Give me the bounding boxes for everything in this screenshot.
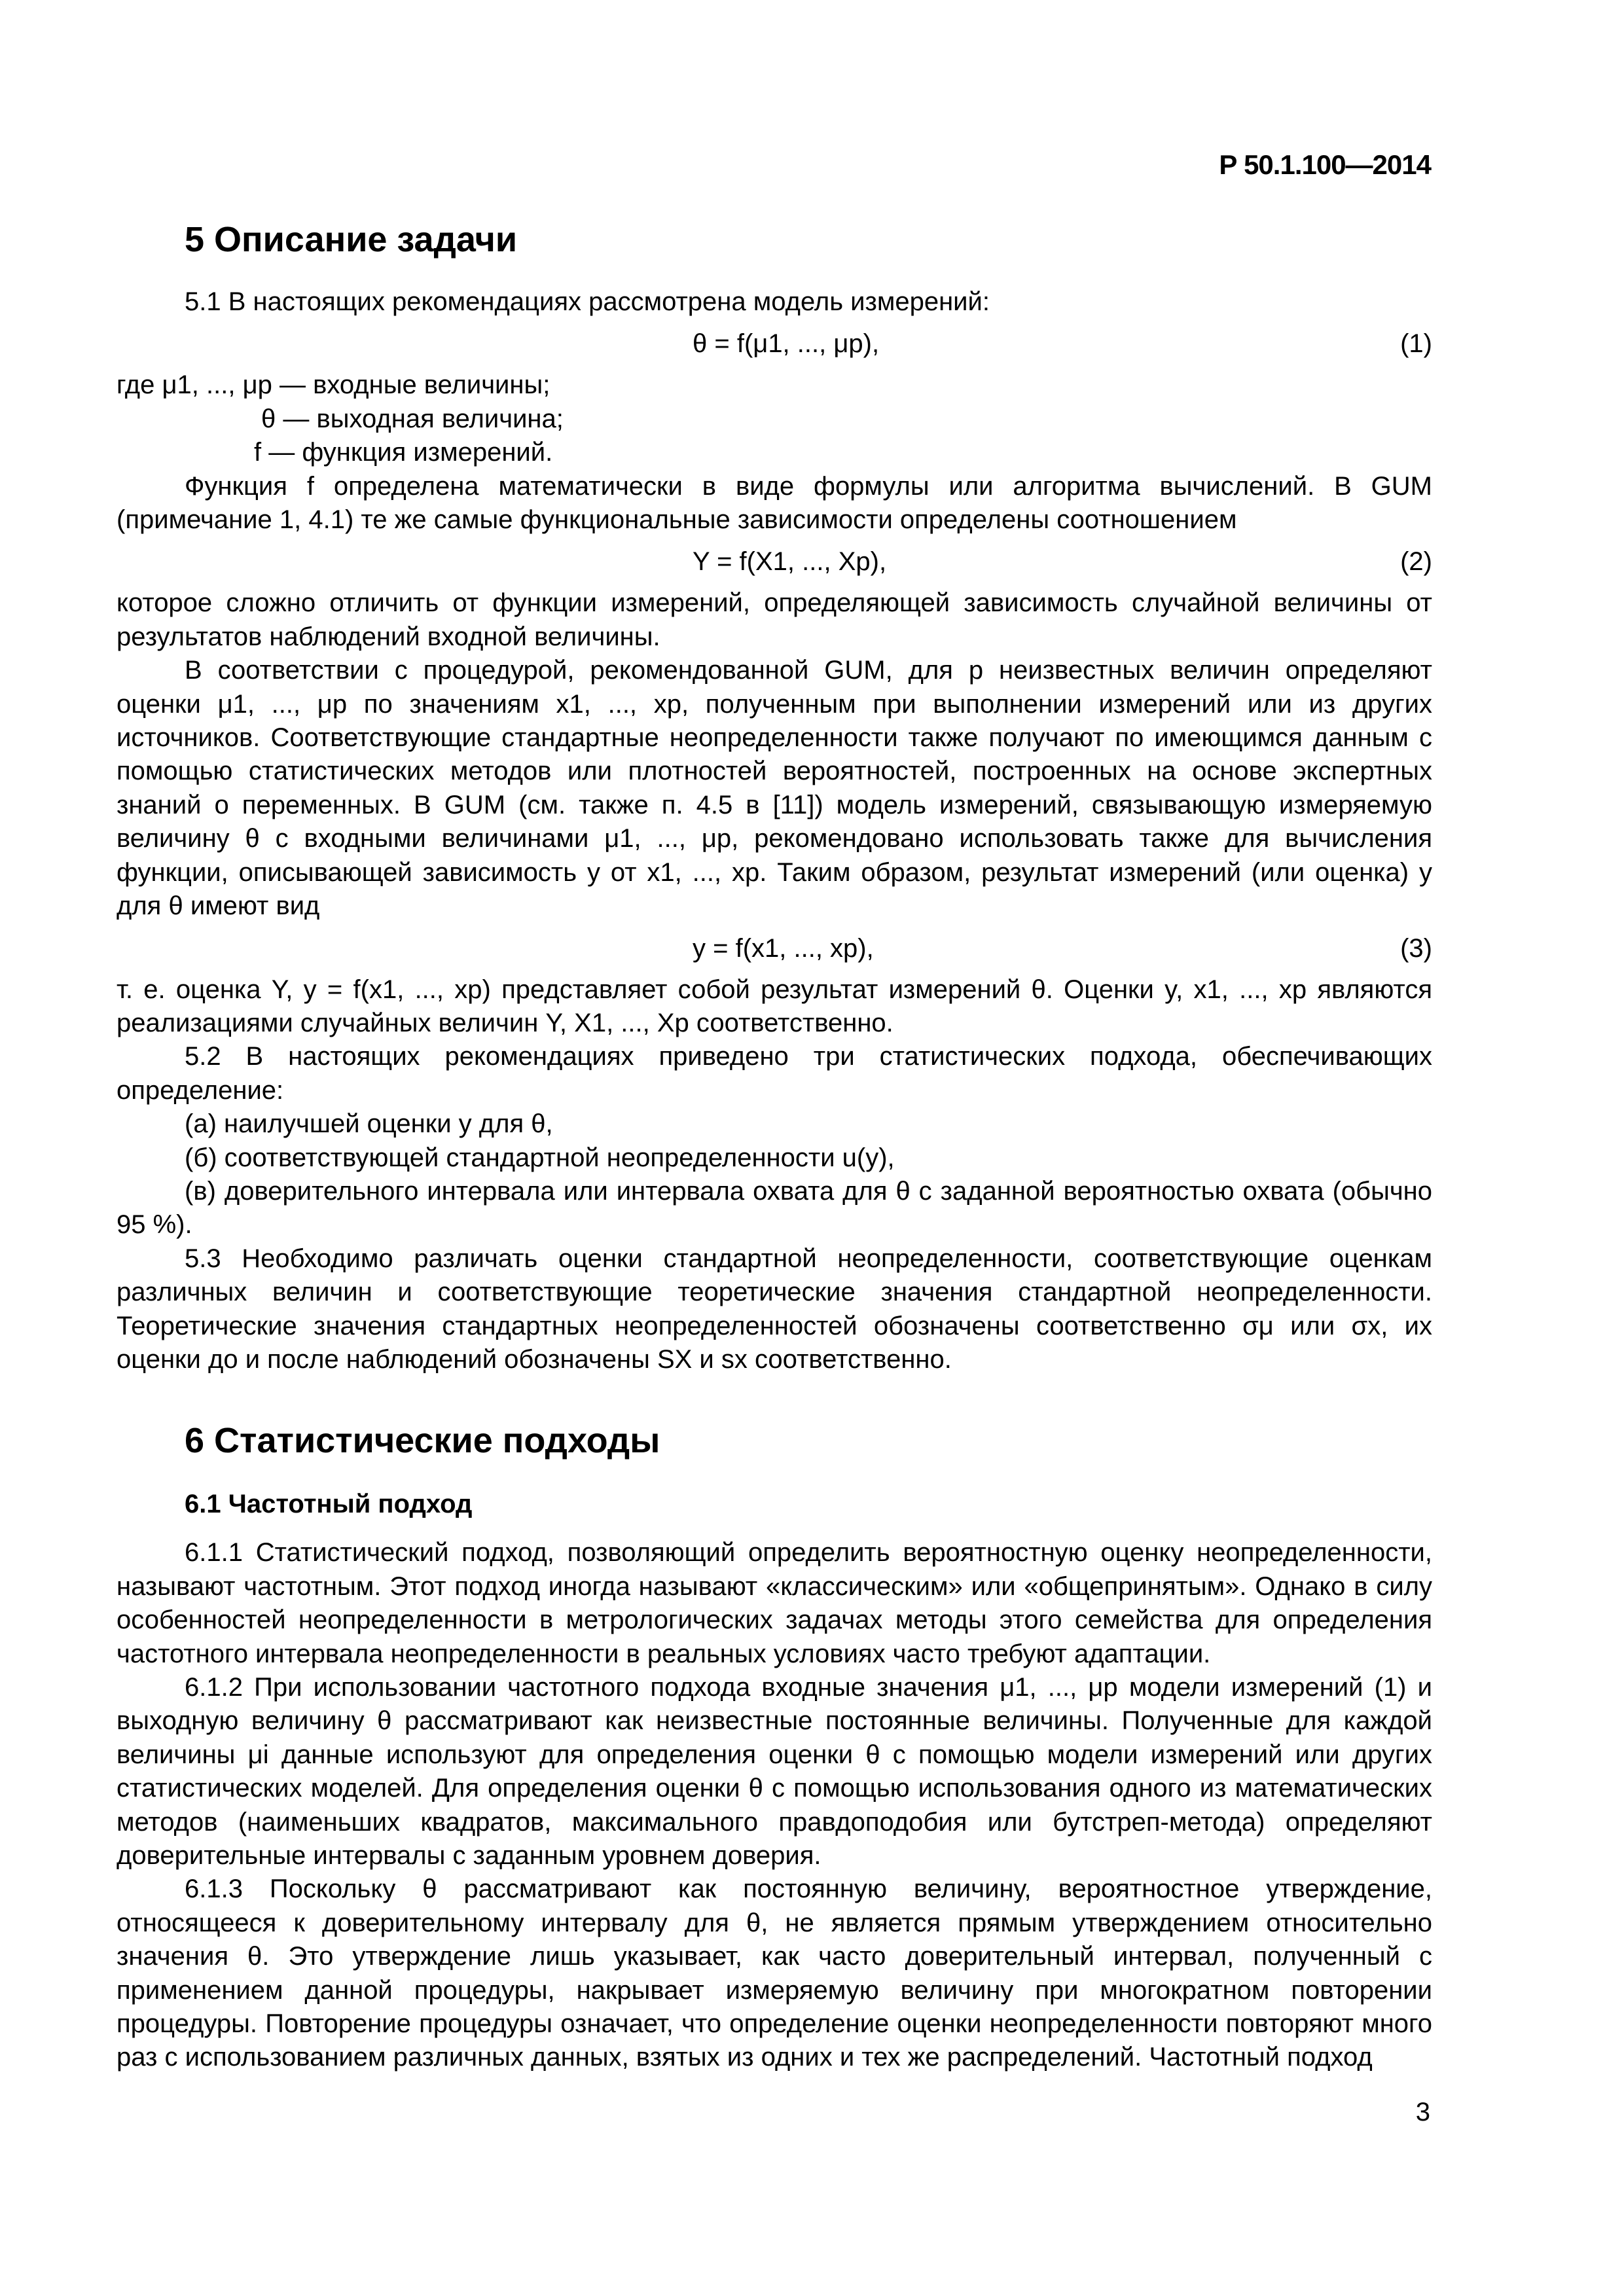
paragraph-5-3: 5.3 Необходимо различать оценки стандартной неопределенности, соответствующие оценкам различных величин и соответствующие теоретические значения стандартной неопределенности. Теоретические значения стандартных неопределенностей обозначены соответственно σμ или σx, их оценки до и после наблюдений обозначены SX и sx соответственно.: [117, 1244, 1432, 1374]
equation-3-number: (3): [1400, 933, 1432, 963]
document-code: Р 50.1.100—2014: [1219, 149, 1431, 180]
list-item-a: (а) наилучшей оценки y для θ,: [185, 1109, 553, 1139]
equation-3-formula: y = f(x1, ..., xp),: [693, 933, 874, 963]
paragraph-estimate: т. е. оценка Y, y = f(x1, ..., xp) представляет собой результат измерений θ. Оценки y, x1, ..., xp являются реализациями случайных величин Y, X1, ..., Xp соответственно.: [117, 975, 1432, 1037]
paragraph-6-1-2: 6.1.2 При использовании частотного подхода входные значения μ1, ..., μp модели измерений (1) и выходную величину θ рассматривают как неизвестные постоянные величины. Полученные для каждой величины μi данные используют для определения оценки θ с помощью модели измерений или других статистических моделей. Для определения оценки θ с помощью использования одного из математических методов (наименьших квадратов, максимального правдоподобия или бутстреп-метода) определяют доверительные интервалы с заданным уровнем доверия.: [117, 1673, 1432, 1871]
where-block: [117, 368, 1432, 469]
equation-1-number: (1): [1400, 329, 1432, 359]
equation-2: [117, 537, 1432, 586]
equation-2-number: (2): [1400, 547, 1432, 577]
paragraph-function: Функция f определена математически в виде формулы или алгоритма вычислений. В GUM (примечание 1, 4.1) те же самые функциональные зависимости определены соотношением: [117, 471, 1432, 535]
paragraph-5-2: 5.2 В настоящих рекомендациях приведено три статистических подхода, обеспечивающих определение:: [117, 1042, 1432, 1105]
equation-2-formula: Y = f(X1, ..., Xp),: [693, 547, 887, 577]
list-item-b: (б) соответствующей стандартной неопределенности u(y),: [185, 1143, 895, 1172]
paragraph-6-1-1: 6.1.1 Статистический подход, позволяющий определить вероятностную оценку неопределенности, называют частотным. Этот подход иногда называют «классическим» или «общепринятым». Однако в силу особенностей неопределенности в метрологических задачах методы этого семейства для определения частотного интервала неопределенности в реальных условиях часто требуют адаптации.: [117, 1538, 1432, 1668]
paragraph-5-1: 5.1 В настоящих рекомендациях рассмотрена модель измерений:: [185, 287, 990, 316]
equation-1-formula: θ = f(μ1, ..., μp),: [693, 329, 880, 359]
where-line-function: f — функция измерений.: [254, 438, 553, 467]
list-item-c: (в) доверительного интервала или интервала охвата для θ с заданной вероятностью охвата (обычно 95 %).: [117, 1176, 1432, 1240]
page-content: [117, 216, 1432, 2075]
equation-3: [117, 924, 1432, 973]
page-number: 3: [1415, 2098, 1430, 2126]
paragraph-6-1-3: 6.1.3 Поскольку θ рассматривают как постоянную величину, вероятностное утверждение, относящееся к доверительному интервалу для θ, не является прямым утверждением относительно значения θ. Это утверждение лишь указывает, как часто доверительный интервал, полученный с применением данной процедуры, накрывает измеряемую величину при многократном повторении процедуры. Повторение процедуры означает, что определение оценки неопределенности повторяют много раз с использованием различных данных, взятых из одних и тех же распределений. Частотный подход: [117, 1874, 1432, 2072]
section-5-heading: 5 Описание задачи: [185, 220, 518, 259]
section-6-heading: 6 Статистические подходы: [185, 1421, 660, 1461]
where-line-output: θ — выходная величина;: [261, 404, 564, 433]
subsection-6-1-heading: 6.1 Частотный подход: [185, 1490, 473, 1519]
paragraph-which: которое сложно отличить от функции измерений, определяющей зависимость случайной величины от результатов наблюдений входной величины.: [117, 588, 1432, 651]
equation-1: [117, 319, 1432, 368]
where-line-inputs: где μ1, ..., μp — входные величины;: [117, 370, 550, 400]
paragraph-gum: В соответствии с процедурой, рекомендованной GUM, для p неизвестных величин определяют оценки μ1, ..., μp по значениям x1, ..., xp, полученным при выполнении измерений или из других источников. Соответствующие стандартные неопределенности также получают по имеющимся данным с помощью статистических методов или плотностей вероятностей, построенных на основе экспертных знаний о переменных. В GUM (см. также п. 4.5 в [11]) модель измерений, связывающую измеряемую величину θ с входными величинами μ1, ..., μp, рекомендовано использовать также для вычисления функции, описывающей зависимость y от x1, ..., xp. Таким образом, результат измерений (или оценка) y для θ имеют вид: [117, 656, 1432, 921]
